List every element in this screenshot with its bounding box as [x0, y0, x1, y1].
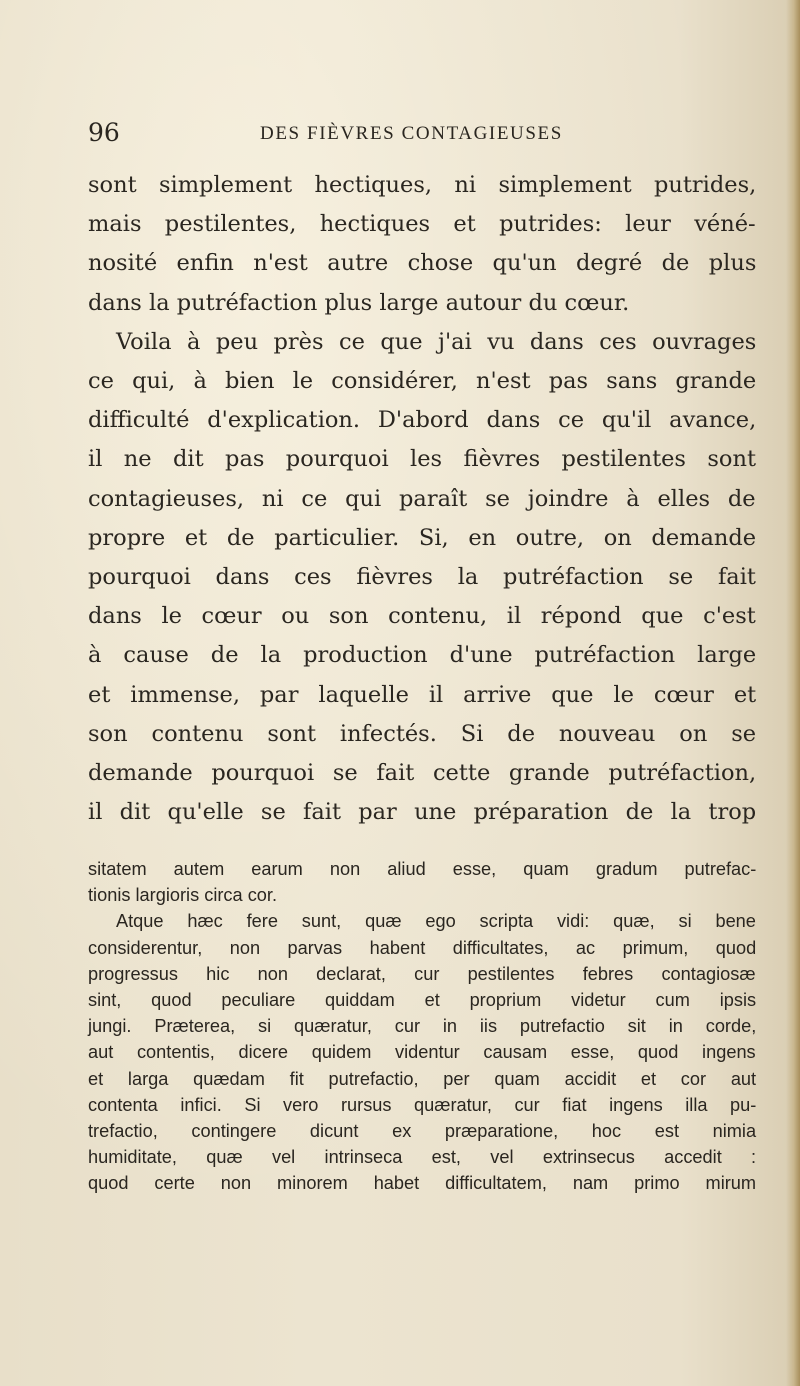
latin-paragraph-1	[88, 856, 756, 908]
text-line: considerentur, non parvas habent difficultates, ac primum, quod	[88, 937, 757, 958]
text-line: et larga quædam fit putrefactio, per quam accidit et cor aut	[88, 1068, 757, 1089]
text-line: humiditate, quæ vel intrinseca est, vel extrinsecus accedit :	[88, 1147, 757, 1168]
text-line: aut contentis, dicere quidem videntur causam esse, quod ingens	[88, 1042, 756, 1063]
text-line: et immense, par laquelle il arrive que le cœur et	[88, 681, 757, 708]
text-line: Voila à peu près ce que j'ai vu dans ces ouvrages	[116, 328, 757, 355]
page-edge-shadow	[786, 0, 800, 1386]
text-line: propre et de particulier. Si, en outre, on demande	[88, 524, 757, 551]
text-line: progressus hic non declarat, cur pestilentes febres contagiosæ	[88, 963, 756, 984]
text-line: contagieuses, ni ce qui paraît se joindre à elles de	[88, 485, 756, 512]
text-line: pourquoi dans ces fièvres la putréfaction se fait	[88, 564, 756, 591]
text-line: difficulté d'explication. D'abord dans ce qu'il avance,	[88, 407, 757, 434]
text-line: mais pestilentes, hectiques et putrides: leur véné-	[88, 211, 756, 238]
page-header	[88, 118, 750, 148]
text-line: sint, quod peculiare quiddam et proprium videtur cum ipsis	[88, 990, 757, 1011]
text-line: dans la putréfaction plus large autour du cœur.	[88, 289, 630, 316]
text-line: contenta infici. Si vero rursus quæratur, cur fiat ingens illa pu-	[88, 1094, 757, 1115]
text-line: sitatem autem earum non aliud esse, quam gradum putrefac-	[88, 859, 757, 879]
text-line: dans le cœur ou son contenu, il répond que c'est	[88, 603, 756, 630]
latin-paragraph-2	[88, 908, 756, 1196]
running-head: DES FIÈVRES CONTAGIEUSES	[260, 123, 563, 144]
text-line: tionis largioris circa cor.	[88, 885, 278, 906]
page-number: 96	[88, 118, 120, 147]
text-line: jungi. Præterea, si quæratur, cur in iis putrefactio sit in corde,	[88, 1016, 757, 1037]
text-line: ce qui, à bien le considérer, n'est pas sans grande	[88, 368, 757, 395]
french-translation-text	[88, 166, 756, 832]
text-line: il ne dit pas pourquoi les fièvres pestilentes sont	[88, 446, 756, 473]
text-line: demande pourquoi se fait cette grande putréfaction,	[88, 760, 757, 787]
text-line: à cause de la production d'une putréfaction large	[88, 642, 757, 669]
french-paragraph-1	[88, 166, 756, 323]
french-paragraph-2	[88, 323, 756, 833]
text-line: quod certe non minorem habet difficultatem, nam primo mirum	[88, 1173, 757, 1194]
latin-original-text	[88, 856, 756, 1197]
text-line: il dit qu'elle se fait par une préparation de la trop	[88, 799, 757, 826]
text-line: Atque hæc fere sunt, quæ ego scripta vidi: quæ, si bene	[116, 911, 756, 932]
text-line: nosité enfin n'est autre chose qu'un degré de plus	[88, 250, 757, 277]
text-line: sont simplement hectiques, ni simplement putrides,	[88, 172, 757, 198]
text-line: trefactio, contingere dicunt ex præparatione, hoc est nimia	[88, 1121, 757, 1142]
text-line: son contenu sont infectés. Si de nouveau on se	[88, 720, 757, 747]
